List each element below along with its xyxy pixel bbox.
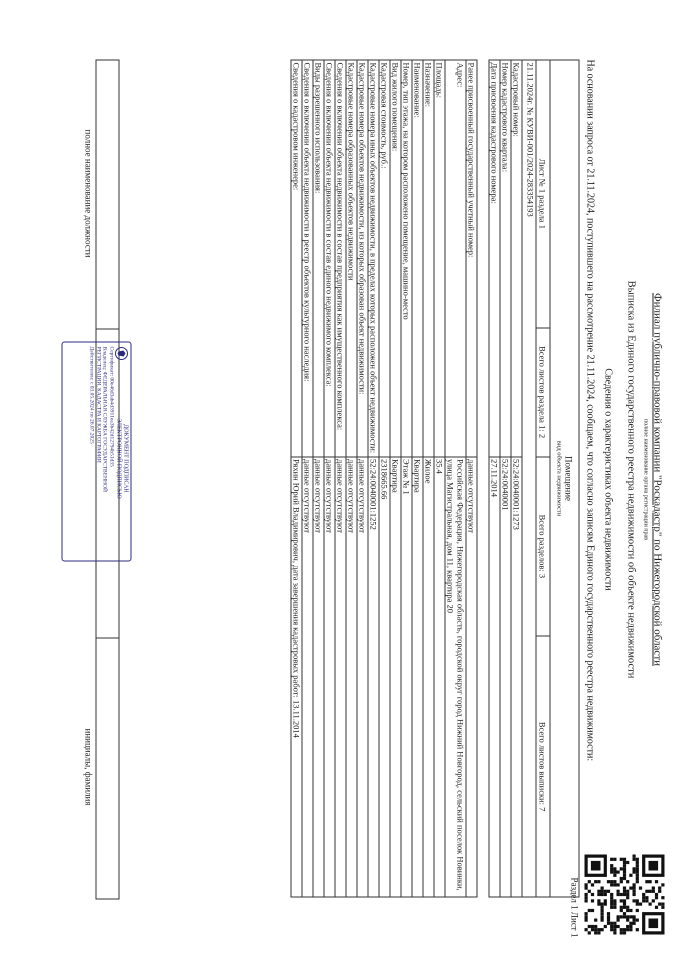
row-label: Дата присвоения кадастрового номера:: [489, 60, 500, 457]
agency-name: Филиал публично-правовой компании "Роскадастр" по Нижегородской области: [651, 292, 664, 667]
document-sheet: [1, 0, 679, 960]
table-row: [368, 60, 379, 897]
agency-caption: полное наименование органа регистрации прав: [642, 418, 649, 541]
request-id: 21.11.2024г. № КУВИ-001/2024-283354193: [522, 60, 536, 897]
table-row: [357, 60, 368, 897]
row-label: Виды разрешенного использования:: [313, 60, 324, 457]
row-label: Адрес:: [445, 60, 466, 457]
table-row: [412, 60, 423, 897]
table-row: [500, 60, 511, 897]
table-row: [511, 60, 522, 897]
row-value: данные отсутствуют: [357, 457, 368, 897]
row-label: Площадь:: [434, 60, 445, 457]
row-value: данные отсутствуют: [313, 457, 324, 897]
row-label: Кадастровый номер:: [511, 60, 522, 457]
row-label: Сведения о включении объекта недвижимости в состав предприятия как имущественного комплекса:: [335, 60, 346, 457]
row-label: Кадастровые номера образованных объектов недвижимости: [346, 60, 357, 457]
table-row: [291, 60, 302, 897]
row-label: Кадастровые номера объектов недвижимости, из которых образован объект недвижимости:: [357, 60, 368, 457]
stamp-owner: Владелец: ФЕДЕРАЛЬНАЯ СЛУЖБА ГОСУДАРСТВЕННОЙ: [102, 346, 108, 492]
sheet-number: Лист № 1 раздела 1: [536, 60, 550, 328]
detail-rows: [291, 60, 477, 897]
table-row: [445, 60, 466, 897]
stamp-line1: ДОКУМЕНТ ПОДПИСАН: [122, 424, 129, 493]
table-row: [313, 60, 324, 897]
stamp-valid: Действителен: с 03.05.2024 по 26.07.2025: [89, 346, 95, 444]
row-value: данные отсутствуют: [324, 457, 335, 897]
table-row: [434, 60, 445, 897]
table-row: [302, 60, 313, 897]
table-row: [401, 60, 412, 897]
row-label: Номер, тип этажа, на котором расположено помещение, машино-место: [401, 60, 412, 457]
stamp-owner2: РЕГИСТРАЦИИ, КАДАСТРА И КАРТОГРАФИИ: [95, 346, 102, 463]
table-row: [489, 60, 500, 897]
row-label: Вид жилого помещения:: [390, 60, 401, 457]
row-value: 52:24:0040001: [500, 457, 511, 897]
table-row: [466, 60, 477, 897]
signature-stamp: [62, 342, 132, 562]
object-table: [291, 60, 580, 898]
request-id-row: [522, 60, 536, 897]
row-value: Квартира: [412, 457, 423, 897]
row-value: 2318665.66: [379, 457, 390, 897]
table-row: [379, 60, 390, 897]
summary-row: [536, 60, 550, 897]
row-value: 27.11.2014: [489, 457, 500, 897]
row-value: данные отсутствуют: [335, 457, 346, 897]
row-value: 52:24:0040001:1273: [511, 457, 522, 897]
table-row: [390, 60, 401, 897]
row-value: 52:24:0040001:1252: [368, 457, 379, 897]
row-label: Сведения о включении объекта недвижимости в состав единого недвижимого комплекса:: [324, 60, 335, 457]
row-label: Назначение:: [423, 60, 434, 457]
stamp-cert: Сертификат: 00е46d3ab4d3911ea3b42d12794b51d35: [108, 346, 115, 467]
row-value: 35.4: [434, 457, 445, 897]
table-row: [335, 60, 346, 897]
row-label: Наименование:: [412, 60, 423, 457]
table-row: [324, 60, 335, 897]
table-spacer: [477, 60, 489, 897]
row-label: Сведения о включении объекта недвижимости в реестр объектов культурного наследия:: [302, 60, 313, 457]
request-basis: На основании запроса от 21.11.2024, поступившего на рассмотрение 21.11.2024, сообщаем, что согласно записям Единого государственного реестра недвижимости:: [584, 59, 596, 762]
row-label: Номер кадастрового квартала:: [500, 60, 511, 457]
section-label: Раздел 1 Лист 1: [569, 877, 580, 938]
object-kind-caption: вид объекта недвижимости: [555, 440, 563, 517]
row-value: Квартира: [390, 457, 401, 897]
row-value: Российская Федерация, Нижегородская область, городской округ город Нижний Новгород, сельский поселок Новинки, улица Магистральная, дом 11, квартира 20: [445, 457, 466, 897]
object-kind-row: [550, 60, 579, 897]
row-label: Ранее присвоенный государственный учетный номер:: [466, 60, 477, 457]
table-row: [346, 60, 357, 897]
row-value: данные отсутствуют: [302, 457, 313, 897]
sections-count: Всего разделов: 3: [536, 457, 550, 637]
table-row: [423, 60, 434, 897]
emblem-icon: [115, 347, 129, 361]
stamp-line2: ЭЛЕКТРОННОЙ ПОДПИСЬЮ: [115, 418, 122, 499]
object-kind: Помещение: [563, 455, 574, 502]
document-subtitle: Сведения о характеристиках объекта недвижимости: [602, 368, 614, 591]
row-label: Кадастровые номера иных объектов недвижимости, в пределах которых расположен объект недвижимости:: [368, 60, 379, 457]
initials-caption: инициалы, фамилия: [83, 728, 94, 806]
row-label: Сведения о кадастровом инженере:: [291, 60, 302, 457]
row-value: данные отсутствуют: [346, 457, 357, 897]
document-title: Выписка из Единого государственного реестра недвижимости об объекте недвижимости: [625, 280, 637, 679]
sheets-total: Всего листов выписки: 7: [536, 636, 550, 897]
row-value: Жилое: [423, 457, 434, 897]
row-label: Кадастровая стоимость, руб.:: [379, 60, 390, 457]
row-value: данные отсутствуют: [466, 457, 477, 897]
position-caption: полное наименование должности: [83, 129, 94, 258]
row-value: Ряхин Юрий Владимирович, дата завершения кадастровых работ: 13.11.2014: [291, 457, 302, 897]
sheets-in-section: Всего листов раздела 1: 2: [536, 328, 550, 457]
row-value: Этаж № 1: [401, 457, 412, 897]
